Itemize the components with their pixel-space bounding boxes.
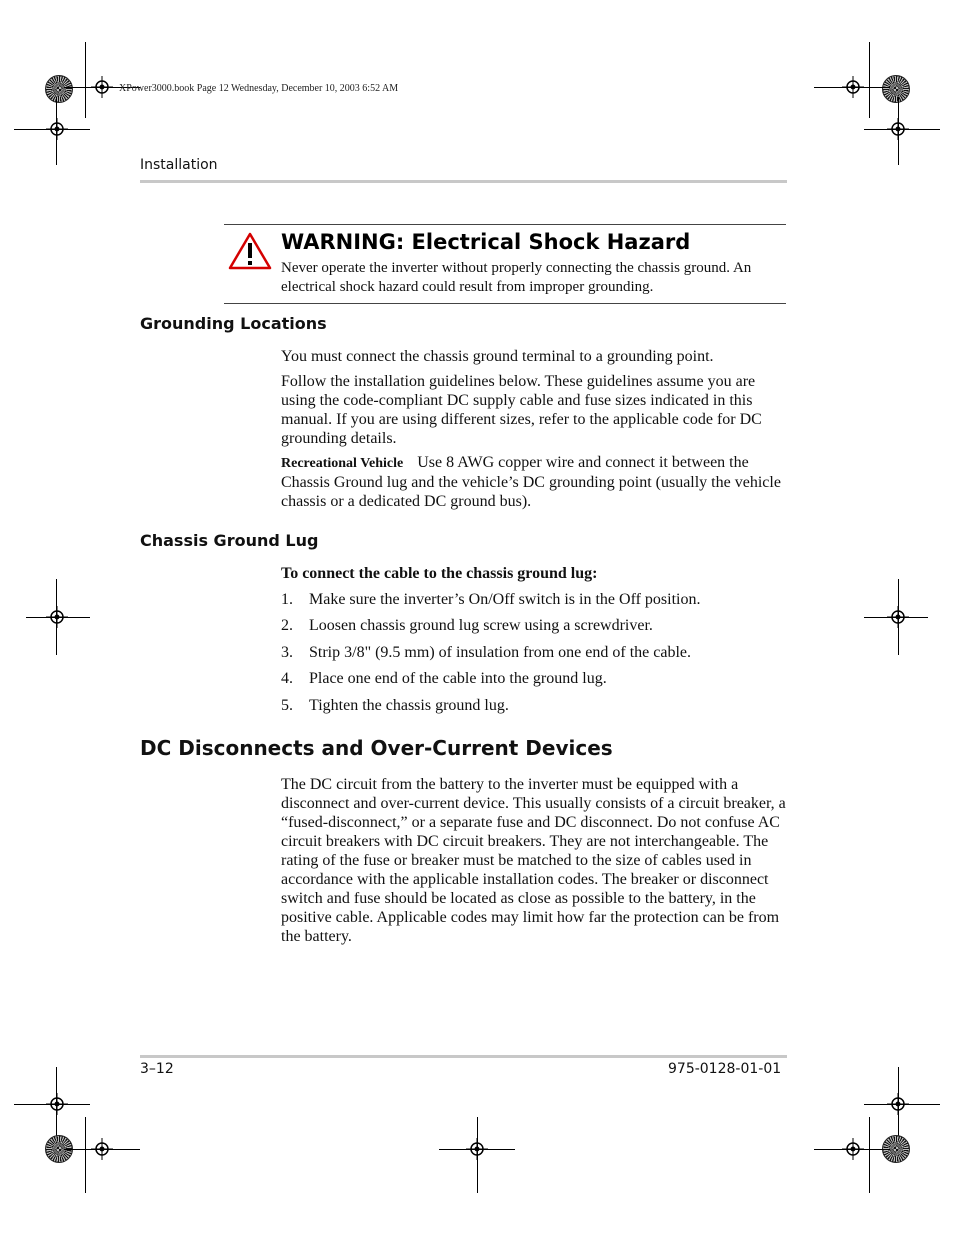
rv-label: Recreational Vehicle [281, 456, 404, 471]
registration-target-icon [466, 1138, 488, 1160]
grounding-paragraph-2: Follow the installation guidelines below. These guidelines assume you are using the code-compliant DC supply cable and fuse sizes indicated in this manual. If you are using different sizes, refer to the applicable code for DC grounding details. [281, 373, 762, 447]
registration-target-icon [91, 1138, 113, 1160]
step-text: Place one end of the cable into the ground lug. [309, 670, 607, 687]
running-head: Installation [140, 157, 218, 173]
section-heading-grounding: Grounding Locations [140, 314, 327, 333]
warning-text: Never operate the inverter without properly connecting the chassis ground. An electrical shock hazard could result from improper grounding. [281, 260, 752, 295]
rv-paragraph [281, 453, 786, 511]
step-number: 2. [281, 617, 293, 634]
registration-target-icon [887, 118, 909, 140]
step-number: 1. [281, 591, 293, 608]
registration-target-icon [842, 1138, 864, 1160]
warning-title: WARNING: Electrical Shock Hazard [281, 230, 691, 254]
step-text: Strip 3/8" (9.5 mm) of insulation from one end of the cable. [309, 644, 692, 661]
step-number: 4. [281, 670, 293, 687]
registration-target-icon [887, 1093, 909, 1115]
procedure-step [281, 643, 691, 662]
section-heading-chassis: Chassis Ground Lug [140, 531, 319, 550]
grounding-paragraph-1: You must connect the chassis ground terminal to a grounding point. [281, 348, 714, 365]
procedure-title: To connect the cable to the chassis ground lug: [281, 565, 598, 582]
section-heading-dc-disconnects: DC Disconnects and Over-Current Devices [140, 736, 613, 760]
procedure-step [281, 616, 653, 635]
crop-line [869, 42, 870, 118]
step-number: 5. [281, 697, 293, 714]
step-text: Loosen chassis ground lug screw using a screwdriver. [309, 617, 653, 634]
warning-bottom-rule [224, 303, 786, 304]
warning-triangle-icon [228, 232, 272, 270]
procedure-step [281, 696, 509, 715]
procedure-step [281, 590, 701, 609]
crop-line [85, 42, 86, 118]
registration-starburst-icon [882, 75, 910, 103]
warning-top-rule [224, 224, 786, 225]
registration-target-icon [46, 118, 68, 140]
header-rule [140, 180, 787, 183]
document-number: 975-0128-01-01 [668, 1061, 782, 1077]
registration-target-icon [887, 606, 909, 628]
dc-paragraph: The DC circuit from the battery to the inverter must be equipped with a disconnect and over-current device. This usually consists of a circuit breaker, a “fused-disconnect,” or a separate fuse and DC disconnect. Do not confuse AC circuit breakers with DC circuit breakers. They are not interchangeable. The rating of the fuse or breaker must be matched to the size of cables used in accordance with the applicable installation codes. The breaker or disconnect switch and fuse should be located as close as possible to the battery, in the positive cable. Applicable codes may limit how far the protection can be from the battery. [281, 776, 786, 945]
crop-line [869, 1117, 870, 1193]
page-number: 3–12 [140, 1061, 174, 1077]
procedure-step [281, 669, 607, 688]
crop-line [85, 1117, 86, 1193]
registration-target-icon [46, 606, 68, 628]
step-text: Make sure the inverter’s On/Off switch is in the Off position. [309, 591, 701, 608]
step-text: Tighten the chassis ground lug. [309, 697, 509, 714]
registration-target-icon [46, 1093, 68, 1115]
book-info-slug: XPower3000.book Page 12 Wednesday, December 10, 2003 6:52 AM [119, 83, 399, 94]
step-number: 3. [281, 644, 293, 661]
rv-text: Use 8 AWG copper wire and connect it between the Chassis Ground lug and the vehicle’s DC grounding point (usually the vehicle chassis or a dedicated DC ground bus). [281, 454, 781, 510]
registration-target-icon [842, 76, 864, 98]
registration-target-icon [91, 76, 113, 98]
registration-starburst-icon [45, 75, 73, 103]
footer-rule [140, 1055, 787, 1058]
